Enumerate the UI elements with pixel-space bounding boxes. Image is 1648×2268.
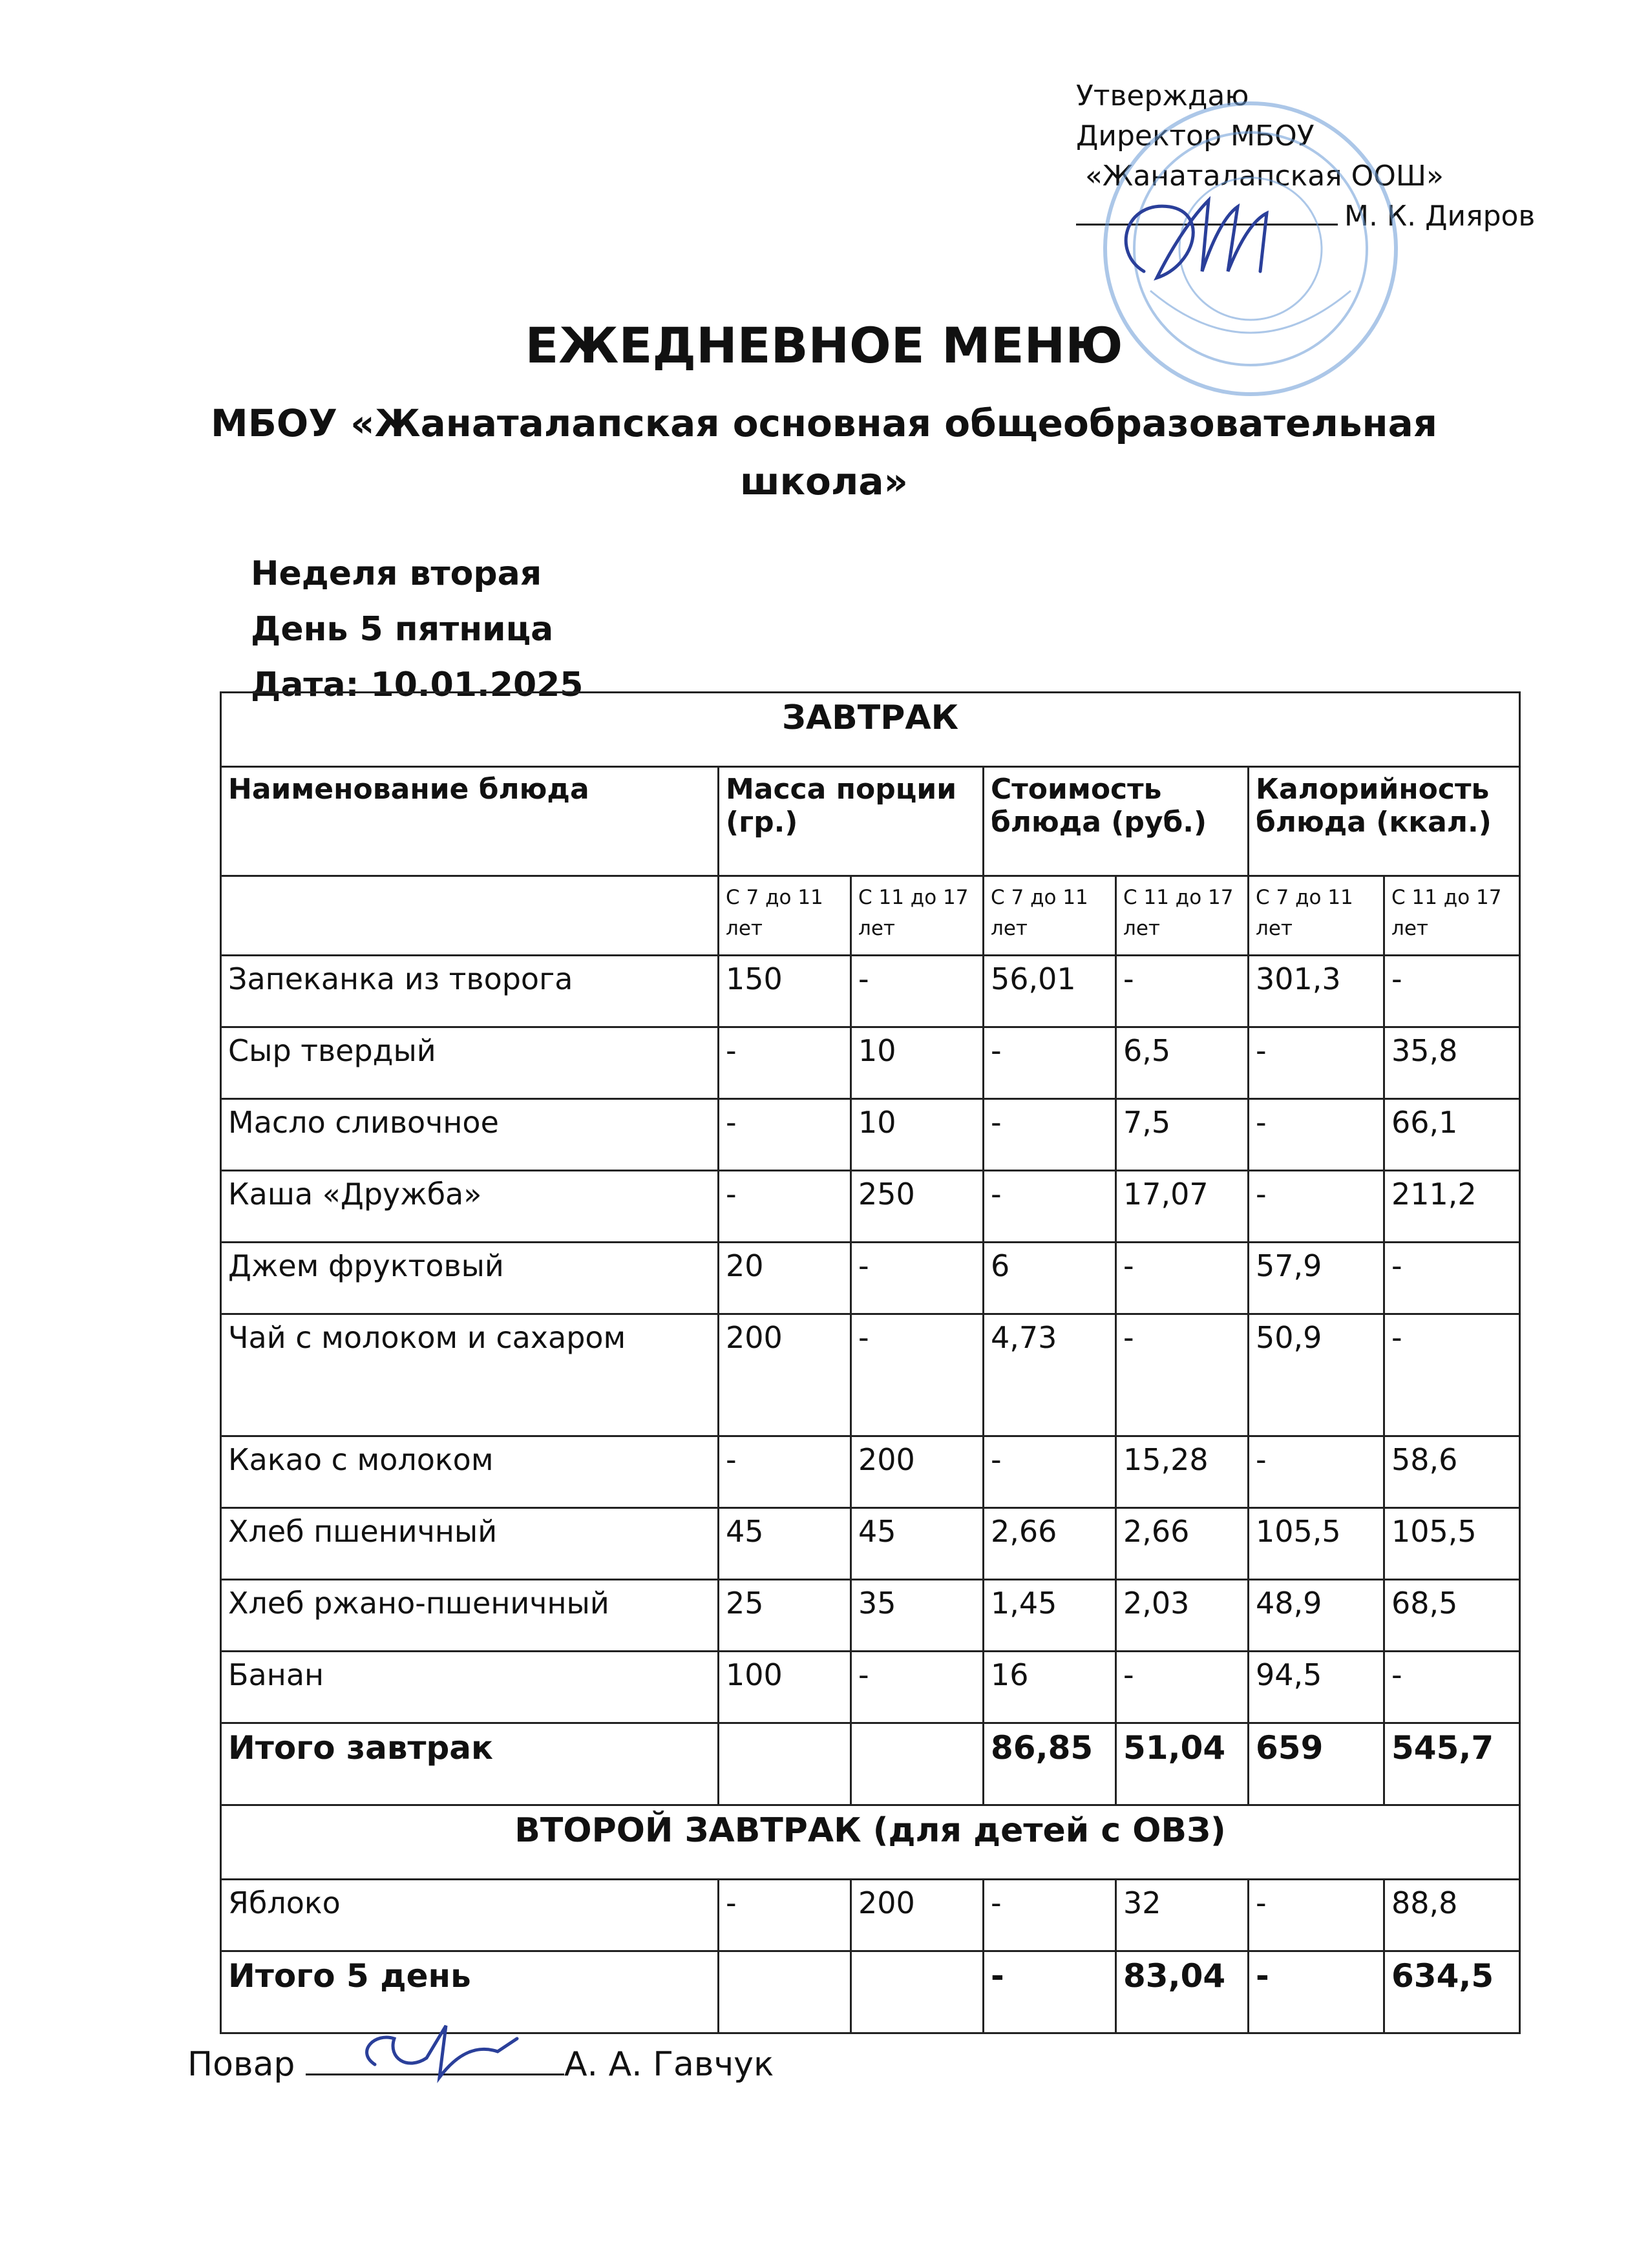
table-row [221,1652,1520,1723]
value-cell: - [1249,1027,1384,1099]
value-cell: - [719,1171,851,1243]
column-header-row [221,767,1520,876]
value-cell: 68,5 [1384,1580,1520,1652]
value-cell: - [984,1027,1116,1099]
value-cell [851,1723,984,1805]
value-cell: 48,9 [1249,1580,1384,1652]
col-header-name: Наименование блюда [221,767,719,876]
value-cell: - [1384,1314,1520,1436]
value-cell: - [719,1099,851,1171]
value-cell: - [851,956,984,1027]
table-row [221,956,1520,1027]
value-cell: 10 [851,1027,984,1099]
dish-name: Итого завтрак [221,1723,719,1805]
menu-meta [251,546,584,713]
value-cell: 7,5 [1116,1099,1249,1171]
value-cell: 35,8 [1384,1027,1520,1099]
value-cell: - [1384,1243,1520,1314]
table-row [221,1508,1520,1580]
value-cell: - [984,1436,1116,1508]
value-cell: 45 [719,1508,851,1580]
week-label: Неделя вторая [251,554,542,593]
subtitle-line-2: школа» [740,459,908,503]
table-row [221,1880,1520,1951]
director-name: М. К. Дияров [1344,200,1536,233]
dish-name: Чай с молоком и сахаром [221,1314,719,1436]
value-cell: 6,5 [1116,1027,1249,1099]
value-cell: 4,73 [984,1314,1116,1436]
col-header-mass: Масса порции (гр.) [719,767,984,876]
value-cell: - [1116,1243,1249,1314]
value-cell: 20 [719,1243,851,1314]
second-breakfast-header: ВТОРОЙ ЗАВТРАК (для детей с ОВЗ) [221,1805,1520,1880]
col-header-calories: Калорийность блюда (ккал.) [1249,767,1520,876]
value-cell: 83,04 [1116,1951,1249,2033]
col-header-cost: Стоимость блюда (руб.) [984,767,1249,876]
breakfast-header: ЗАВТРАК [221,693,1520,767]
school-subtitle [0,394,1648,510]
approval-line-3: «Жанаталапская ООШ» [1085,160,1444,193]
value-cell: 6 [984,1243,1116,1314]
value-cell: - [719,1027,851,1099]
value-cell: - [851,1243,984,1314]
age-group: С 7 до 11 лет [984,876,1116,956]
director-signature-icon [1099,174,1293,304]
value-cell: 105,5 [1249,1508,1384,1580]
value-cell: - [1249,1951,1384,2033]
value-cell: 100 [719,1652,851,1723]
dish-name: Запеканка из творога [221,956,719,1027]
value-cell: - [984,1880,1116,1951]
value-cell: - [984,1951,1116,2033]
value-cell [851,1951,984,2033]
value-cell: - [984,1171,1116,1243]
value-cell: 2,66 [1116,1508,1249,1580]
dish-name: Хлеб ржано-пшеничный [221,1580,719,1652]
table-row [221,1171,1520,1243]
table-row [221,1243,1520,1314]
age-group: С 11 до 17 лет [1384,876,1520,956]
value-cell: 66,1 [1384,1099,1520,1171]
value-cell: - [719,1436,851,1508]
value-cell: 16 [984,1652,1116,1723]
value-cell: 211,2 [1384,1171,1520,1243]
value-cell: 17,07 [1116,1171,1249,1243]
value-cell: - [984,1099,1116,1171]
value-cell: - [851,1314,984,1436]
table-row [221,1099,1520,1171]
dish-name: Банан [221,1652,719,1723]
age-group: С 11 до 17 лет [851,876,984,956]
value-cell: - [1249,1099,1384,1171]
value-cell: - [1384,1652,1520,1723]
value-cell: 105,5 [1384,1508,1520,1580]
value-cell [719,1951,851,2033]
age-group-empty [221,876,719,956]
cook-signature-icon [349,2013,543,2097]
dish-name: Итого 5 день [221,1951,719,2033]
age-group: С 11 до 17 лет [1116,876,1249,956]
value-cell: 86,85 [984,1723,1116,1805]
dish-name: Каша «Дружба» [221,1171,719,1243]
approval-line-1: Утверждаю [1076,79,1249,112]
dish-name: Яблоко [221,1880,719,1951]
value-cell: - [1116,956,1249,1027]
dish-name: Какао с молоком [221,1436,719,1508]
value-cell: 50,9 [1249,1314,1384,1436]
value-cell: 301,3 [1249,956,1384,1027]
value-cell [719,1723,851,1805]
value-cell: - [1249,1171,1384,1243]
breakfast-header-row [221,693,1520,767]
value-cell: 45 [851,1508,984,1580]
value-cell: 659 [1249,1723,1384,1805]
date-label: Дата: 10.01.2025 [251,666,584,704]
value-cell: - [719,1880,851,1951]
value-cell: - [1116,1314,1249,1436]
breakfast-total-row [221,1723,1520,1805]
value-cell: 200 [851,1880,984,1951]
table-row [221,1580,1520,1652]
cook-label: Повар [187,2045,295,2084]
value-cell: 94,5 [1249,1652,1384,1723]
value-cell: - [1249,1436,1384,1508]
age-group: С 7 до 11 лет [1249,876,1384,956]
dish-name: Масло сливочное [221,1099,719,1171]
table-row [221,1436,1520,1508]
value-cell: 200 [719,1314,851,1436]
value-cell: 200 [851,1436,984,1508]
dish-name: Сыр твердый [221,1027,719,1099]
value-cell: 545,7 [1384,1723,1520,1805]
value-cell: 150 [719,956,851,1027]
value-cell: 56,01 [984,956,1116,1027]
value-cell: 88,8 [1384,1880,1520,1951]
value-cell: 250 [851,1171,984,1243]
table-row [221,1027,1520,1099]
page-title: ЕЖЕДНЕВНОЕ МЕНЮ [525,317,1123,374]
value-cell: - [1116,1652,1249,1723]
value-cell: 2,66 [984,1508,1116,1580]
menu-table [220,691,1521,2034]
day-label: День 5 пятница [251,610,554,649]
age-group-row [221,876,1520,956]
subtitle-line-1: МБОУ «Жанаталапская основная общеобразовательная [211,401,1437,445]
value-cell: 35 [851,1580,984,1652]
value-cell: 2,03 [1116,1580,1249,1652]
value-cell: 32 [1116,1880,1249,1951]
value-cell: 58,6 [1384,1436,1520,1508]
value-cell: 634,5 [1384,1951,1520,2033]
value-cell: - [1249,1880,1384,1951]
cook-name: А. А. Гавчук [564,2045,774,2084]
value-cell: 25 [719,1580,851,1652]
approval-line-2: Директор МБОУ [1076,120,1315,152]
value-cell: 10 [851,1099,984,1171]
table-row [221,1314,1520,1436]
value-cell: 15,28 [1116,1436,1249,1508]
value-cell: - [851,1652,984,1723]
value-cell: - [1384,956,1520,1027]
value-cell: 51,04 [1116,1723,1249,1805]
second-breakfast-header-row [221,1805,1520,1880]
dish-name: Джем фруктовый [221,1243,719,1314]
age-group: С 7 до 11 лет [719,876,851,956]
value-cell: 1,45 [984,1580,1116,1652]
value-cell: 57,9 [1249,1243,1384,1314]
dish-name: Хлеб пшеничный [221,1508,719,1580]
